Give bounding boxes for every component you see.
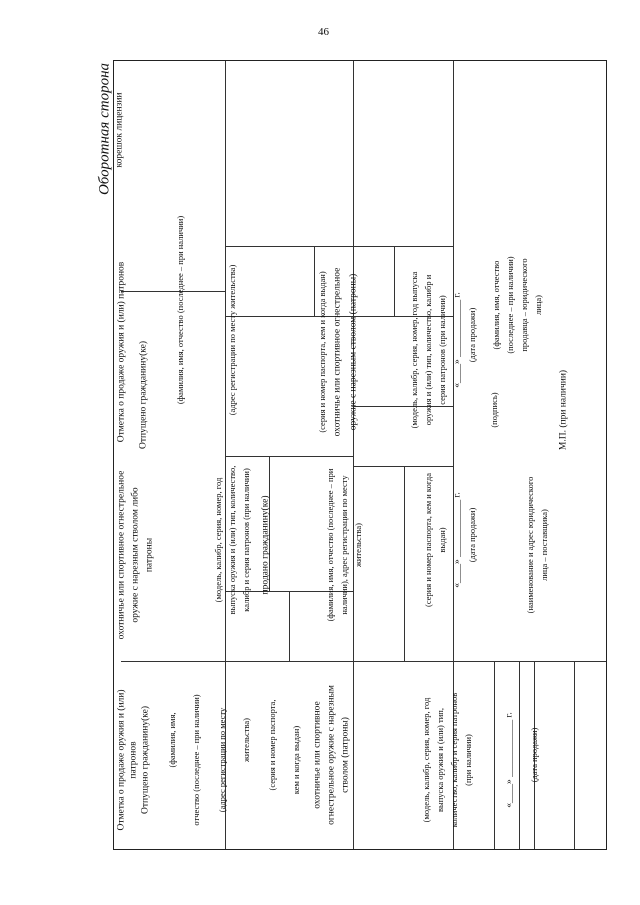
col2-weapon-line3: патроны <box>144 537 155 573</box>
side-title-text: Оборотная сторона <box>96 62 113 196</box>
form-rule <box>353 246 453 247</box>
col3-seller-line2: (последнее – при наличии) <box>504 256 515 354</box>
col3-seller-line3: продавца – юридического <box>518 258 529 352</box>
col3-signature: (подпись) <box>488 392 499 428</box>
col2-passport-line2: выдан) <box>436 527 447 553</box>
col1-fio-line2: отчество (последнее – при наличии) <box>190 694 201 826</box>
col3-mark: Отметка о продаже оружия и (или) патронов <box>116 261 127 443</box>
form-rule <box>453 661 606 662</box>
col1-model-line1: (модель, калибр, серия, номер, год <box>420 697 431 823</box>
col1-sold-to: Отпущено гражданину(ке) <box>140 706 151 814</box>
form-rule <box>574 661 575 849</box>
col2-sale-date: (дата продажи) <box>466 507 477 563</box>
col1-sale-date: (дата продажи) <box>528 727 539 783</box>
col1-model-line3: количество, калибр и серия патронов <box>448 692 459 828</box>
col1-mark-line2: патронов <box>128 741 139 779</box>
col3-model-line3: серия патронов (при наличии) <box>436 295 447 405</box>
col2-model-line3: калибр и серия патронов (при наличии) <box>240 468 251 612</box>
col3-seller-line4: лица) <box>532 295 543 315</box>
col1-fio-line1: (фамилия, имя, <box>166 712 177 768</box>
col1-passport-line2: кем и когда выдан) <box>290 725 301 795</box>
col3-address: (адрес регистрации по месту жительства) <box>226 264 237 416</box>
col3-sold-to: Отпущено гражданину(ке) <box>138 341 149 449</box>
col3-seller-line1: (фамилия, имя, отчество <box>490 260 501 350</box>
col3-fio: (фамилия, имя, отчество (последнее – при наличии) <box>174 215 185 405</box>
form-rule <box>353 661 453 662</box>
col3-passport: (серия и номер паспорта, кем и когда выдан) <box>316 271 327 433</box>
form-rule <box>394 246 395 316</box>
col1-weapon-line3: стволом (патроны) <box>340 717 351 793</box>
form-rule <box>289 591 290 661</box>
col2-sold-to: продано гражданину(ке) <box>260 495 271 595</box>
col3-date-line: «____» ____________ г. <box>452 292 463 388</box>
form-rule <box>519 661 520 849</box>
form-rule <box>225 456 353 457</box>
col2-weapon-line2: оружие с нарезным стволом либо <box>130 487 141 623</box>
col3-sale-date: (дата продажи) <box>466 307 477 363</box>
page-number: 46 <box>318 26 329 38</box>
form-rule <box>353 406 453 407</box>
col1-date-line: «____» ____________ г. <box>504 712 515 808</box>
col1-model-line2: выпуска оружия и (или) тип, <box>434 708 445 812</box>
form-rule <box>494 661 495 849</box>
form-rule <box>225 246 353 247</box>
form-rule <box>404 466 405 661</box>
column-divider <box>353 61 354 849</box>
col1-model-line4: (при наличии) <box>462 734 473 786</box>
col1-mark-line1: Отметка о продаже оружия и (или) <box>116 689 127 831</box>
col2-date-line: «____» ____________ г. <box>452 492 463 588</box>
form-rule <box>121 661 225 662</box>
col3-weapon-line1: охотничье или спортивное огнестрельное <box>332 267 343 437</box>
col1-weapon-line1: охотничье или спортивное <box>312 701 323 809</box>
col2-model-line1: (модель, калибр, серия, номер, год <box>212 477 223 603</box>
form-rule <box>353 466 453 467</box>
license-stub-header: корешок лицензии <box>114 92 125 168</box>
col2-model-line2: выпуска оружия и (или) тип, количество, <box>226 465 237 615</box>
col1-passport-line1: (серия и номер паспорта, <box>266 699 277 791</box>
form-rule <box>121 291 225 292</box>
col2-fio-line2: наличии), адрес регистрации по месту <box>338 475 349 615</box>
col3-model-line2: оружия и (или) тип, количество, калибр и <box>422 274 433 426</box>
col2-weapon-line1: охотничье или спортивное огнестрельное <box>116 470 127 640</box>
col2-legal-line2: лица – поставщика) <box>538 509 549 581</box>
col1-weapon-line2: огнестрельное оружие с нарезным <box>326 685 337 825</box>
col3-weapon-line2: оружие с нарезным стволом (патроны) <box>348 273 359 431</box>
form-rule <box>225 661 353 662</box>
col2-fio-line3: жительства) <box>352 522 363 568</box>
col2-legal-line1: (наименование и адрес юридического <box>524 476 535 614</box>
col2-fio-line1: (фамилия, имя, отчество (последнее – при <box>324 468 335 622</box>
col1-address-line2: жительства) <box>240 717 251 763</box>
col1-address-line1: (адрес регистрации по месту <box>216 707 227 813</box>
col3-stamp: М.П. (при наличии) <box>558 369 569 451</box>
form-rule <box>314 246 315 316</box>
col3-model-line1: (модель, калибр, серия, номер, год выпуска <box>408 271 419 429</box>
col2-passport-line1: (серия и номер паспорта, кем и когда <box>422 473 433 607</box>
